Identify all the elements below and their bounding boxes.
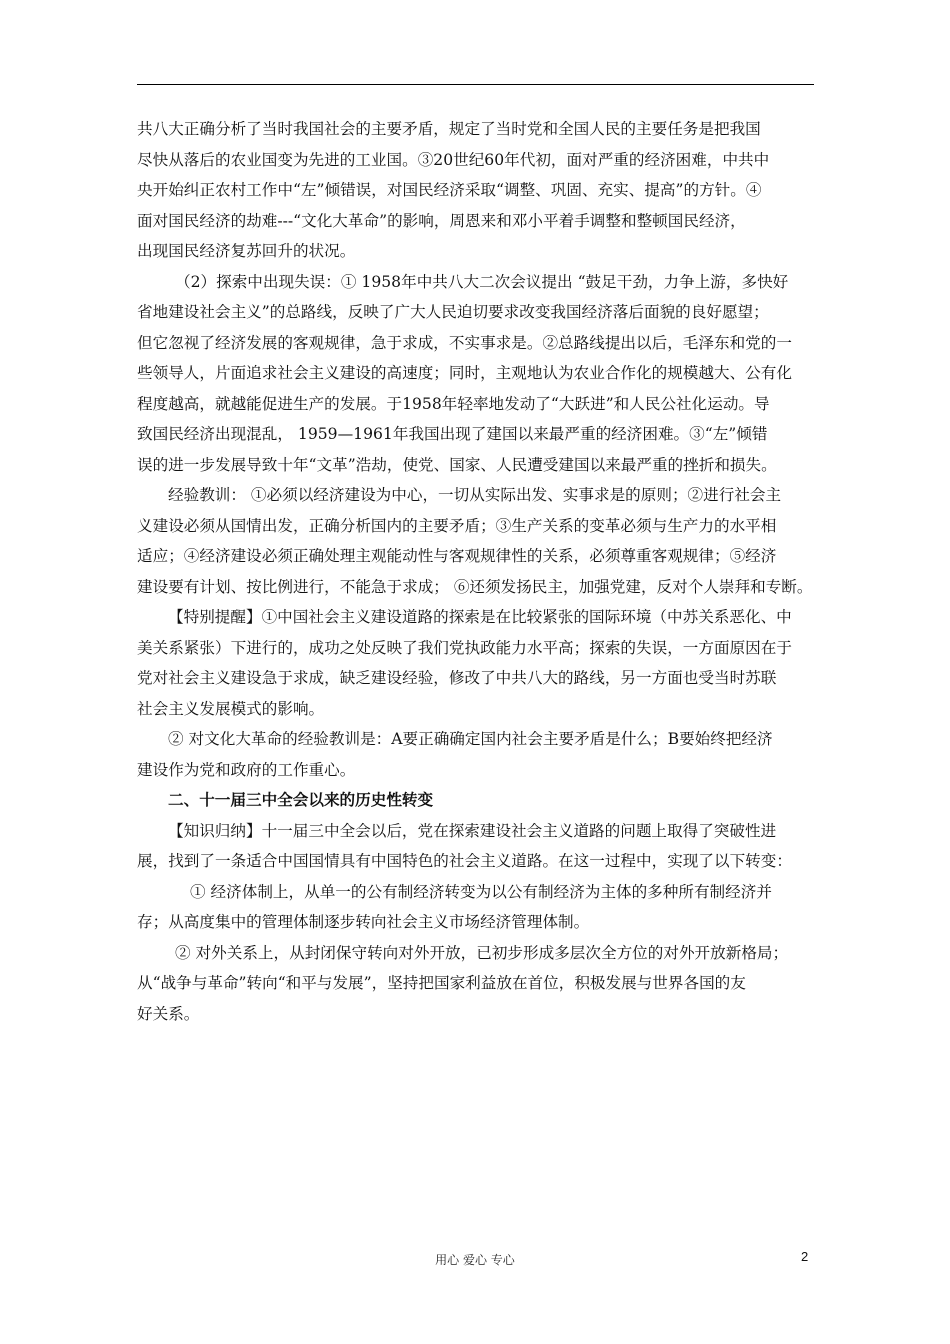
text-line: 义建设必须从国情出发，正确分析国内的主要矛盾；③生产关系的变革必须与生产力的水平相 <box>137 516 777 535</box>
text-line: 好关系。 <box>137 1004 200 1023</box>
paragraph-cultural-revolution-lessons <box>137 724 817 785</box>
text-line: 美关系紧张）下进行的，成功之处反映了我们党执政能力水平高；探索的失误，一方面原因在于 <box>137 638 792 657</box>
text-line: 【特别提醒】①中国社会主义建设道路的探索是在比较紧张的国际环境（中苏关系恶化、中 <box>168 608 792 626</box>
text-line: 存；从高度集中的管理体制逐步转向社会主义市场经济管理体制。 <box>137 913 590 931</box>
text-line: 致国民经济出现混乱， 1959—1961年我国出现了建国以来最严重的经济困难。③“左”倾错 <box>137 425 768 443</box>
text-line: ② 对文化大革命的经验教训是：A要正确确定国内社会主要矛盾是什么；B要始终把经济 <box>168 730 773 748</box>
text-line: 出现国民经济复苏回升的状况。 <box>137 242 356 260</box>
header-rule <box>137 84 814 85</box>
text-line: 面对国民经济的劫难---“文化大革命”的影响，周恩来和邓小平着手调整和整顿国民经济， <box>137 211 746 230</box>
section-heading-text: 二、十一届三中全会以来的历史性转变 <box>168 790 434 809</box>
footer-slogan: 用心 爱心 专心 <box>435 1253 515 1267</box>
paragraph-special-reminder <box>137 602 817 724</box>
text-line: 央开始纠正农村工作中“左”倾错误，对国民经济采取“调整、巩固、充实、提高”的方针。④ <box>137 181 762 199</box>
text-line: 经验教训： ①必须以经济建设为中心，一切从实际出发、实事求是的原则；②进行社会主 <box>168 486 782 504</box>
paragraph-mistakes <box>137 267 817 481</box>
text-line: 建设作为党和政府的工作重心。 <box>137 760 356 779</box>
text-line: 社会主义发展模式的影响。 <box>137 699 325 718</box>
text-line: 共八大正确分析了当时我国社会的主要矛盾，规定了当时党和全国人民的主要任务是把我国 <box>137 120 761 138</box>
text-line: 但它忽视了经济发展的客观规律，急于求成，不实事求是。②总路线提出以后，毛泽东和党的一 <box>137 333 792 352</box>
text-line: 尽快从落后的农业国变为先进的工业国。③20世纪60年代初，面对严重的经济困难，中共中 <box>137 150 770 169</box>
document-body <box>137 114 817 1029</box>
paragraph-foreign-relations <box>137 938 817 1030</box>
text-line: （2）探索中出现失误：① 1958年中共八大二次会议提出 “鼓足干劲，力争上游，多快好 <box>175 272 789 291</box>
text-line: 适应；④经济建设必须正确处理主观能动性与客观规律性的关系，必须尊重客观规律；⑤经济 <box>137 547 777 565</box>
text-line: 误的进一步发展导致十年“文革”浩劫，使党、国家、人民遭受建国以来最严重的挫折和损失。 <box>137 455 777 474</box>
text-line: 省地建设社会主义”的总路线，反映了广大人民迫切要求改变我国经济落后面貌的良好愿望； <box>137 303 769 321</box>
text-line: 党对社会主义建设急于求成，缺乏建设经验，修改了中共八大的路线，另一方面也受当时苏联 <box>137 669 777 687</box>
text-line: 程度越高，就越能促进生产的发展。于1958年轻率地发动了“大跃进”和人民公社化运动。导 <box>137 394 770 413</box>
paragraph-economic-system <box>137 877 817 938</box>
paragraph-knowledge-summary <box>137 816 817 877</box>
page-number: 2 <box>801 1249 809 1264</box>
text-line: 从“战争与革命”转向“和平与发展”，坚持把国家利益放在首位，积极发展与世界各国的友 <box>137 974 746 992</box>
paragraph-lessons <box>137 480 817 602</box>
text-line: 些领导人，片面追求社会主义建设的高速度；同时，主观地认为农业合作化的规模越大、公有化 <box>137 364 792 382</box>
text-line: 【知识归纳】十一届三中全会以后，党在探索建设社会主义道路的问题上取得了突破性进 <box>168 821 777 840</box>
text-line: ① 经济体制上，从单一的公有制经济转变为以公有制经济为主体的多种所有制经济并 <box>190 882 772 901</box>
section-heading <box>137 785 817 816</box>
paragraph-continuation <box>137 114 817 267</box>
text-line: 展，找到了一条适合中国国情具有中国特色的社会主义道路。在这一过程中，实现了以下转变： <box>137 852 792 870</box>
text-line: 建设要有计划、按比例进行，不能急于求成； ⑥还须发扬民主，加强党建，反对个人崇拜和专断。 <box>137 577 813 596</box>
text-line: ② 对外关系上，从封闭保守转向对外开放，已初步形成多层次全方位的对外开放新格局； <box>175 943 789 962</box>
